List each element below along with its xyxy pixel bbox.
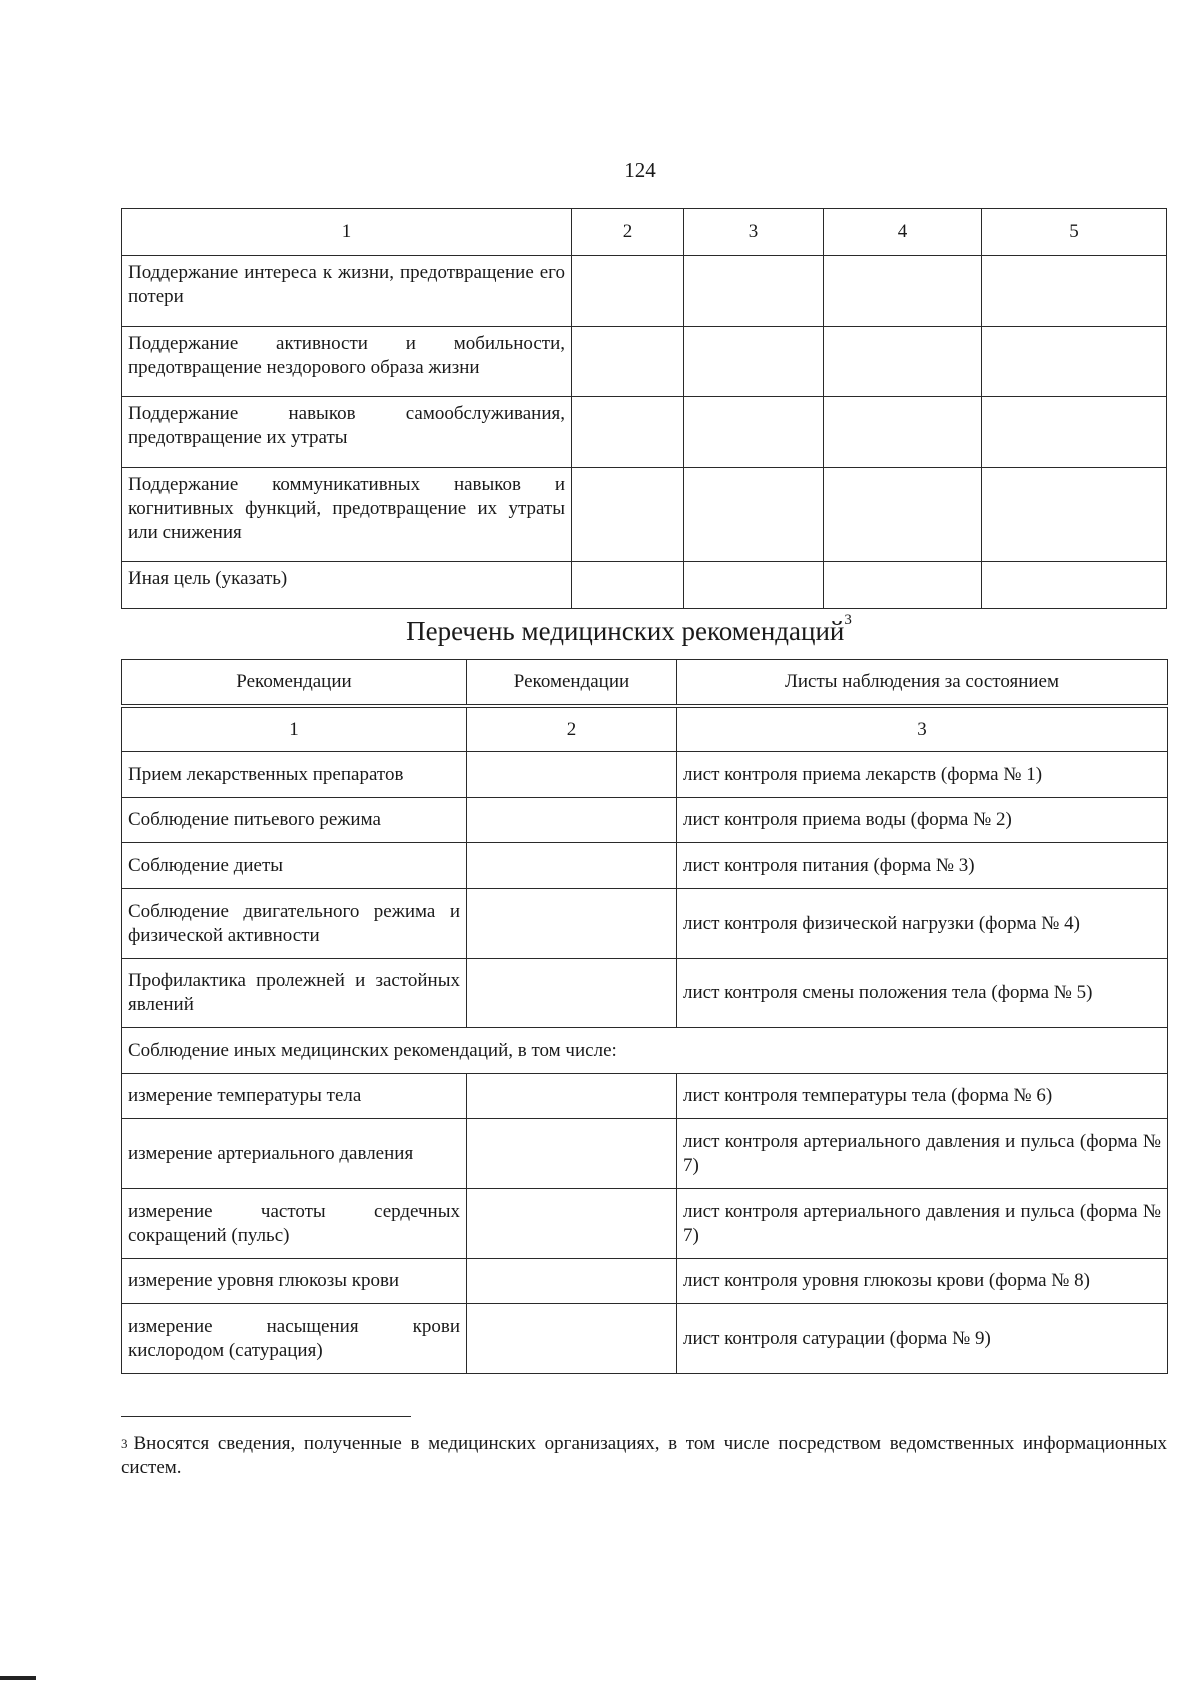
recommendation-cell[interactable] [467,1304,677,1374]
table-row [122,889,1168,959]
recommendation-name: измерение артериального давления [122,1119,467,1189]
goal-cell[interactable] [982,397,1167,468]
rec-col-number-2: 2 [467,708,677,752]
table-row [122,1119,1168,1189]
other-recommendations-label: Соблюдение иных медицинских рекомендаций, в том числе: [122,1028,1168,1074]
table-row [122,1074,1168,1119]
recommendation-name: измерение уровня глюкозы крови [122,1259,467,1304]
goal-cell[interactable] [572,562,684,609]
goal-cell[interactable] [684,468,824,562]
table-row [122,752,1168,798]
observation-sheet: лист контроля питания (форма № 3) [677,843,1168,889]
observation-sheet: лист контроля приема воды (форма № 2) [677,798,1168,843]
recommendation-cell[interactable] [467,843,677,889]
recommendation-cell[interactable] [467,1074,677,1119]
rec-column-numbers [122,708,1168,752]
recommendation-name: Прием лекарственных препаратов [122,752,467,798]
other-recommendations-heading [122,1028,1168,1074]
goal-cell[interactable] [684,256,824,327]
goal-label: Поддержание навыков самообслуживания, предотвращение их утраты [122,397,572,468]
table-row [122,1259,1168,1304]
table-row [122,327,1167,397]
goal-cell[interactable] [572,256,684,327]
rec-col-number-1: 1 [122,708,467,752]
recommendation-cell[interactable] [467,1259,677,1304]
observation-sheet: лист контроля сатурации (форма № 9) [677,1304,1168,1374]
goal-cell[interactable] [824,397,982,468]
rec-header-col-3: Листы наблюдения за состоянием [677,660,1168,705]
recommendations-title-text: Перечень медицинских рекомендаций [406,616,845,646]
goals-header-col-1: 1 [122,209,572,256]
scan-edge-mark [0,1676,36,1680]
table-row [122,959,1168,1028]
footnote-ref: 3 [844,612,852,628]
recommendation-cell[interactable] [467,959,677,1028]
table-row [122,397,1167,468]
goal-cell[interactable] [824,327,982,397]
goals-header-col-3: 3 [684,209,824,256]
recommendation-name: измерение насыщения крови кислородом (сатурация) [122,1304,467,1374]
goal-cell[interactable] [572,468,684,562]
goals-table [121,208,1167,609]
table-row [122,562,1167,609]
recommendation-cell[interactable] [467,1189,677,1259]
observation-sheet: лист контроля приема лекарств (форма № 1) [677,752,1168,798]
recommendation-name: Соблюдение двигательного режима и физической активности [122,889,467,959]
table-row [122,843,1168,889]
recommendation-cell[interactable] [467,1119,677,1189]
observation-sheet: лист контроля температуры тела (форма № 6) [677,1074,1168,1119]
rec-header-col-2: Рекомендации [467,660,677,705]
goal-label: Поддержание интереса к жизни, предотвращение его потери [122,256,572,327]
goal-label: Поддержание коммуникативных навыков и когнитивных функций, предотвращение их утраты или снижения [122,468,572,562]
observation-sheet: лист контроля физической нагрузки (форма № 4) [677,889,1168,959]
goal-cell[interactable] [982,256,1167,327]
recommendation-name: измерение частоты сердечных сокращений (пульс) [122,1189,467,1259]
goal-label: Поддержание активности и мобильности, предотвращение нездорового образа жизни [122,327,572,397]
goal-cell[interactable] [982,327,1167,397]
footnote-divider [121,1416,411,1417]
observation-sheet: лист контроля уровня глюкозы крови (форма № 8) [677,1259,1168,1304]
goal-cell[interactable] [982,468,1167,562]
goal-cell[interactable] [572,327,684,397]
recommendation-cell[interactable] [467,889,677,959]
table-row [122,1304,1168,1374]
recommendation-name: Соблюдение питьевого режима [122,798,467,843]
observation-sheet: лист контроля артериального давления и пульса (форма № 7) [677,1119,1168,1189]
rec-col-number-3: 3 [677,708,1168,752]
recommendation-cell[interactable] [467,798,677,843]
goal-cell[interactable] [684,397,824,468]
recommendations-table [121,659,1168,1374]
goals-header-col-2: 2 [572,209,684,256]
goal-cell[interactable] [824,468,982,562]
table-row [122,798,1168,843]
rec-header-col-1: Рекомендации [122,660,467,705]
goal-cell[interactable] [684,327,824,397]
goal-cell[interactable] [824,256,982,327]
table-row [122,1189,1168,1259]
goal-cell[interactable] [684,562,824,609]
goals-header-col-5: 5 [982,209,1167,256]
recommendation-cell[interactable] [467,752,677,798]
recommendation-name: Профилактика пролежней и застойных явлений [122,959,467,1028]
observation-sheet: лист контроля артериального давления и пульса (форма № 7) [677,1189,1168,1259]
goal-cell[interactable] [572,397,684,468]
goal-cell[interactable] [982,562,1167,609]
footnote-text: Вносятся сведения, полученные в медицинских организациях, в том числе посредством ведомственных информационных систем. [121,1433,1167,1478]
footnote [121,1432,1167,1480]
goal-label: Иная цель (указать) [122,562,572,609]
page-number: 124 [624,158,656,182]
footnote-mark: 3 [121,1436,128,1451]
goals-header-col-4: 4 [824,209,982,256]
table-row [122,256,1167,327]
observation-sheet: лист контроля смены положения тела (форма № 5) [677,959,1168,1028]
recommendations-title [0,612,1200,647]
recommendation-name: измерение температуры тела [122,1074,467,1119]
recommendation-name: Соблюдение диеты [122,843,467,889]
goal-cell[interactable] [824,562,982,609]
rec-table-header [122,660,1168,705]
goals-table-header [122,209,1167,256]
table-row [122,468,1167,562]
